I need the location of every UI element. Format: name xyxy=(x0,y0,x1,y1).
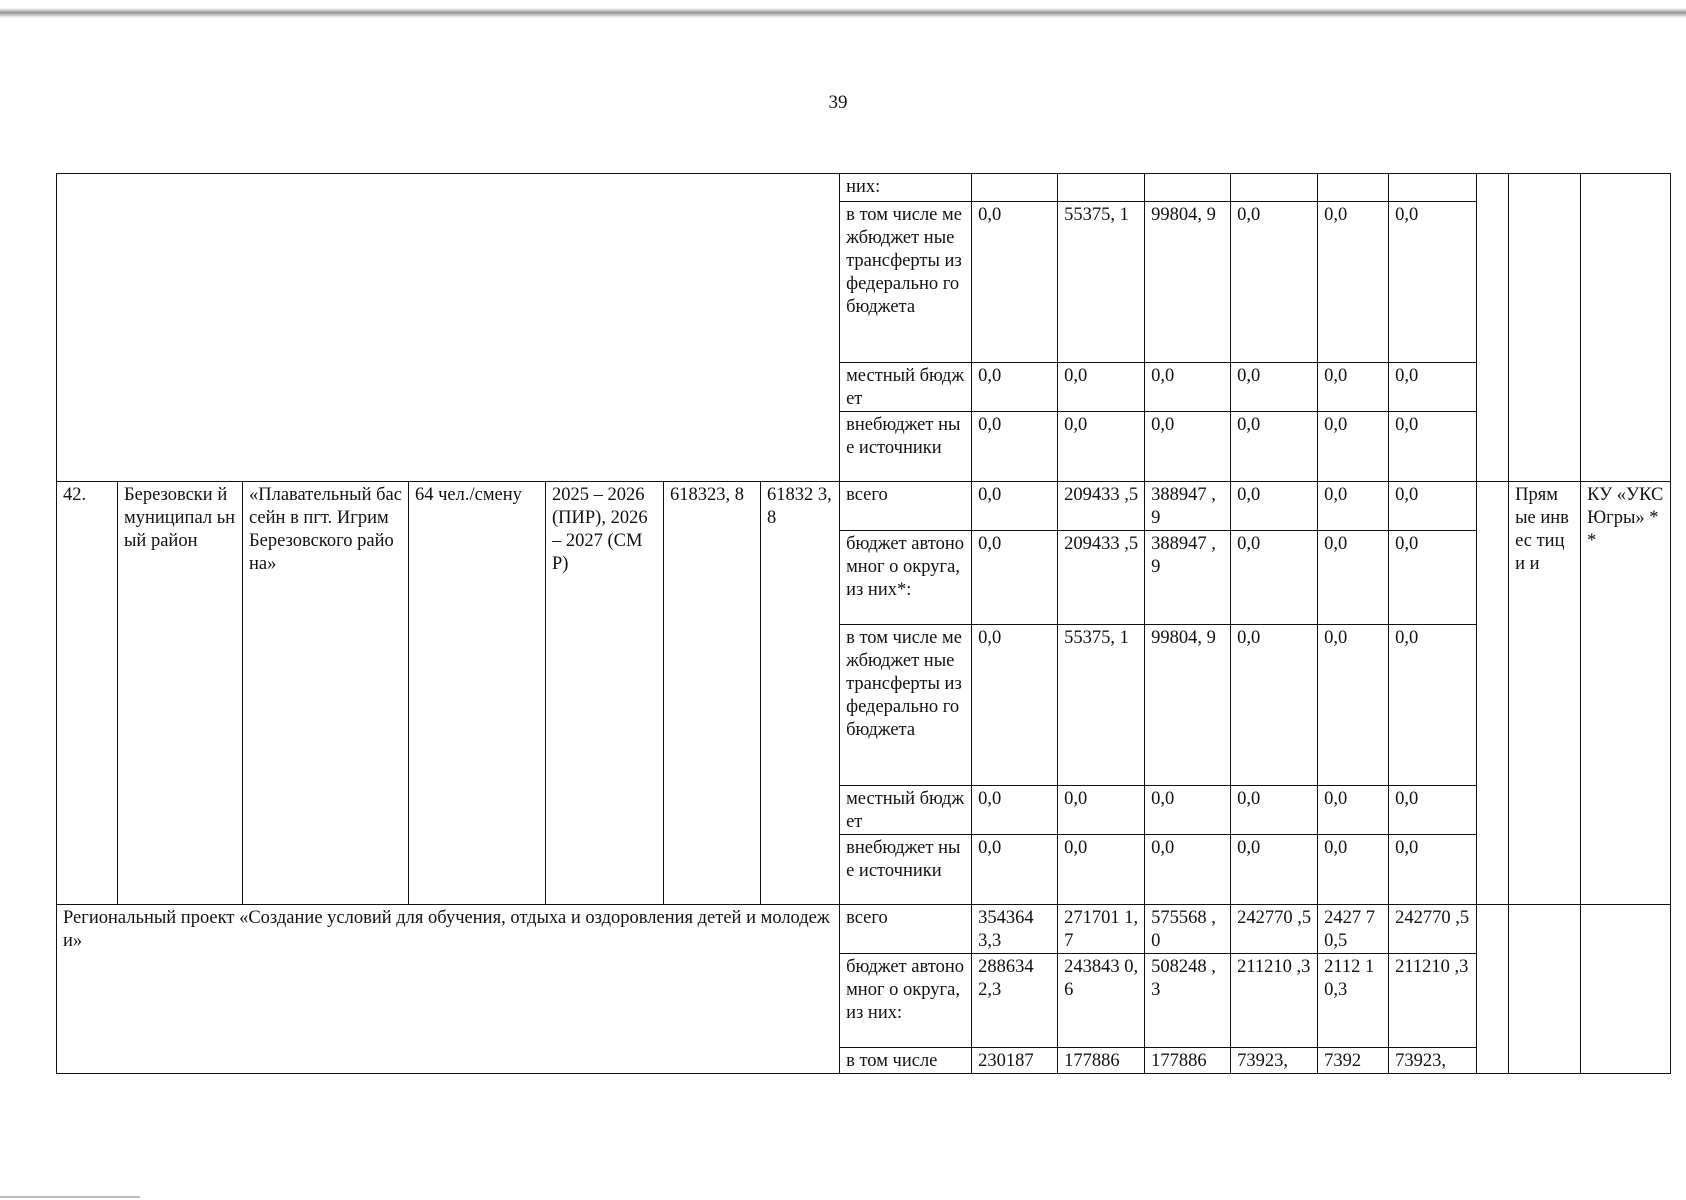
blank-cell xyxy=(57,174,840,482)
value-cell: 0,0 xyxy=(1231,531,1318,625)
value-cell xyxy=(1145,174,1231,202)
source-label: в том числе межбюджет ные трансферты из федерально го бюджета xyxy=(840,625,972,786)
value-cell: 209433 ,5 xyxy=(1058,482,1145,531)
value-cell: 230187 xyxy=(972,1048,1058,1074)
value-cell: 0,0 xyxy=(1318,363,1389,412)
value-cell: 0,0 xyxy=(1389,482,1477,531)
estimated-cost: 618323, 8 xyxy=(664,482,761,905)
source-label: бюджет автономног о округа, из них*: xyxy=(840,531,972,625)
value-cell: 271701 1,7 xyxy=(1058,905,1145,954)
value-cell: 575568 ,0 xyxy=(1145,905,1231,954)
value-cell: 0,0 xyxy=(1058,835,1145,905)
regional-project-title: Региональный проект «Создание условий для обучения, отдыха и оздоровления детей и молодежи» xyxy=(57,905,840,1074)
value-cell xyxy=(1389,174,1477,202)
value-cell: 0,0 xyxy=(972,202,1058,363)
municipality: Березовски й муниципал ьный район xyxy=(118,482,243,905)
value-cell: 0,0 xyxy=(1231,412,1318,482)
value-cell: 0,0 xyxy=(1231,786,1318,835)
value-cell: 0,0 xyxy=(1145,786,1231,835)
source-label: всего xyxy=(840,905,972,954)
value-cell: 0,0 xyxy=(1058,412,1145,482)
value-cell xyxy=(1231,174,1318,202)
value-cell: 177886 xyxy=(1145,1048,1231,1074)
value-cell: 388947 ,9 xyxy=(1145,531,1231,625)
value-cell: 0,0 xyxy=(972,482,1058,531)
investment-form-cell xyxy=(1509,174,1581,482)
value-cell: 388947 ,9 xyxy=(1145,482,1231,531)
source-label: в том числе xyxy=(840,1048,972,1074)
value-cell: 0,0 xyxy=(1231,363,1318,412)
value-cell: 2112 10,3 xyxy=(1318,954,1389,1048)
source-label: бюджет автономног о округа, из них: xyxy=(840,954,972,1048)
value-cell xyxy=(1318,174,1389,202)
value-cell: 0,0 xyxy=(972,412,1058,482)
customer: КУ «УКС Югры» ** xyxy=(1581,482,1671,905)
value-cell: 209433 ,5 xyxy=(1058,531,1145,625)
value-cell: 7392 xyxy=(1318,1048,1389,1074)
value-cell: 0,0 xyxy=(1318,835,1389,905)
customer-cell xyxy=(1581,174,1671,482)
value-cell: 55375, 1 xyxy=(1058,202,1145,363)
value-cell: 242770 ,5 xyxy=(1231,905,1318,954)
table-row xyxy=(57,905,1671,954)
customer-cell xyxy=(1581,905,1671,1074)
investment-form-cell xyxy=(1509,905,1581,1074)
value-cell: 0,0 xyxy=(1389,625,1477,786)
capacity: 64 чел./смену xyxy=(409,482,546,905)
remaining-cost: 61832 3,8 xyxy=(761,482,840,905)
value-cell: 0,0 xyxy=(1389,786,1477,835)
source-label: внебюджет ные источники xyxy=(840,412,972,482)
source-label: в том числе межбюджет ные трансферты из федерально го бюджета xyxy=(840,202,972,363)
value-cell: 0,0 xyxy=(1145,835,1231,905)
investment-table xyxy=(56,173,1671,1074)
value-cell: 0,0 xyxy=(1318,482,1389,531)
value-cell: 73923, xyxy=(1389,1048,1477,1074)
spacer-cell xyxy=(1477,482,1509,905)
value-cell: 99804, 9 xyxy=(1145,625,1231,786)
value-cell: 0,0 xyxy=(1231,835,1318,905)
value-cell: 0,0 xyxy=(1389,202,1477,363)
value-cell: 99804, 9 xyxy=(1145,202,1231,363)
table-row xyxy=(57,482,1671,531)
value-cell: 0,0 xyxy=(1318,625,1389,786)
value-cell: 0,0 xyxy=(972,531,1058,625)
value-cell: 0,0 xyxy=(1318,412,1389,482)
value-cell: 73923, xyxy=(1231,1048,1318,1074)
value-cell: 242770 ,5 xyxy=(1389,905,1477,954)
value-cell: 177886 xyxy=(1058,1048,1145,1074)
spacer-cell xyxy=(1477,905,1509,1074)
value-cell: 0,0 xyxy=(1231,202,1318,363)
value-cell: 0,0 xyxy=(1389,835,1477,905)
row-number: 42. xyxy=(57,482,118,905)
value-cell: 0,0 xyxy=(972,835,1058,905)
spacer-cell xyxy=(1477,174,1509,482)
value-cell: 0,0 xyxy=(972,786,1058,835)
value-cell: 0,0 xyxy=(1231,482,1318,531)
value-cell: 0,0 xyxy=(972,363,1058,412)
value-cell xyxy=(1058,174,1145,202)
value-cell: 211210 ,3 xyxy=(1231,954,1318,1048)
value-cell: 0,0 xyxy=(1318,786,1389,835)
value-cell: 0,0 xyxy=(1389,531,1477,625)
value-cell: 2427 70,5 xyxy=(1318,905,1389,954)
value-cell: 288634 2,3 xyxy=(972,954,1058,1048)
value-cell: 0,0 xyxy=(1318,202,1389,363)
table-row xyxy=(57,174,1671,202)
value-cell: 0,0 xyxy=(1389,363,1477,412)
source-label: внебюджет ные источники xyxy=(840,835,972,905)
value-cell: 0,0 xyxy=(1145,363,1231,412)
value-cell: 508248 ,3 xyxy=(1145,954,1231,1048)
value-cell: 55375, 1 xyxy=(1058,625,1145,786)
source-label: местный бюджет xyxy=(840,786,972,835)
value-cell: 0,0 xyxy=(1145,412,1231,482)
value-cell: 0,0 xyxy=(1318,531,1389,625)
page-number: 39 xyxy=(828,92,848,113)
object-name: «Плавательный бассейн в пгт. Игрим Березовского района» xyxy=(243,482,409,905)
investment-form: Прям ые инвес тици и xyxy=(1509,482,1581,905)
value-cell: 0,0 xyxy=(1231,625,1318,786)
value-cell: 0,0 xyxy=(1389,412,1477,482)
value-cell: 0,0 xyxy=(1058,786,1145,835)
value-cell: 0,0 xyxy=(972,625,1058,786)
value-cell: 354364 3,3 xyxy=(972,905,1058,954)
value-cell: 243843 0,6 xyxy=(1058,954,1145,1048)
source-label: всего xyxy=(840,482,972,531)
scan-edge-mark xyxy=(0,1196,140,1198)
source-label: местный бюджет xyxy=(840,363,972,412)
value-cell xyxy=(972,174,1058,202)
scan-edge-shadow xyxy=(0,8,1686,18)
value-cell: 0,0 xyxy=(1058,363,1145,412)
source-label: них: xyxy=(840,174,972,202)
value-cell: 211210 ,3 xyxy=(1389,954,1477,1048)
period: 2025 – 2026 (ПИР), 2026 – 2027 (СМР) xyxy=(546,482,664,905)
